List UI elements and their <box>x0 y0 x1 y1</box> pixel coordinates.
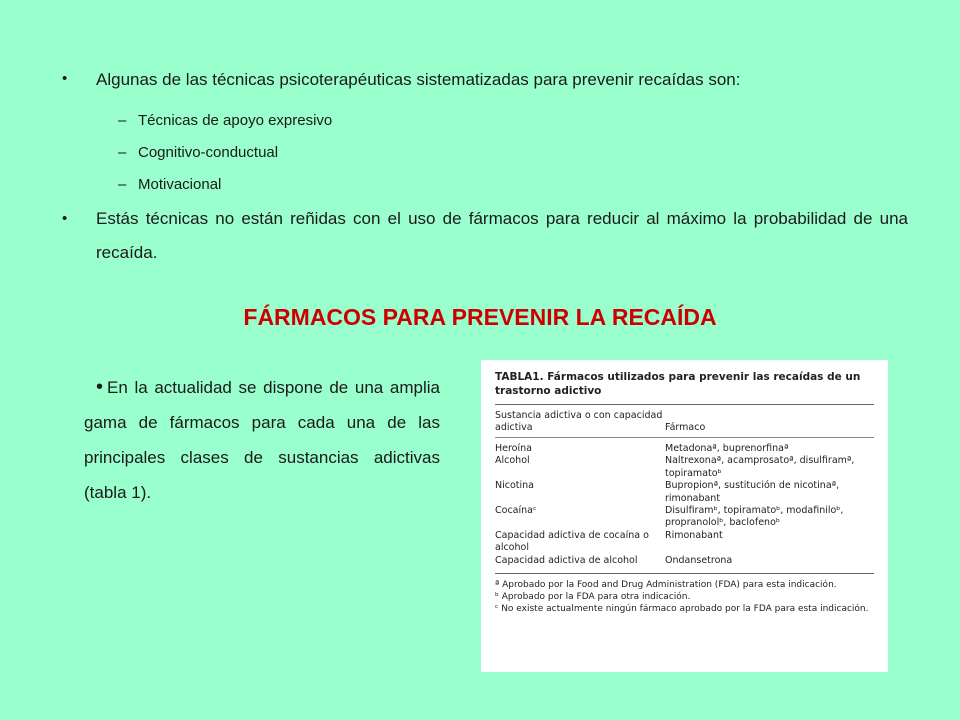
table-note: ᵇ Aprobado por la FDA para otra indicación. <box>495 592 691 603</box>
cell-sustancia: Capacidad adictiva de cocaína o alcohol <box>495 529 649 554</box>
cell-sustancia: Cocaínaᶜ <box>495 505 537 517</box>
table-note: ª Aprobado por la Food and Drug Administration (FDA) para esta indicación. <box>495 580 837 591</box>
sub-item <box>118 168 818 200</box>
table-row <box>495 480 874 505</box>
table-note: ᶜ No existe actualmente ningún fármaco aprobado por la FDA para esta indicación. <box>495 604 869 615</box>
cell-farmaco: Rimonabant <box>665 529 723 541</box>
cell-farmaco: Disulfiramᵇ, topiramatoᵇ, modafiniloᵇ, propranololᵇ, baclofenoᵇ <box>665 505 844 529</box>
cell-farmaco: Naltrexonaª, acamprosatoª, disulfiramª, topiramatoᵇ <box>665 455 855 479</box>
drug-table <box>481 360 888 672</box>
bullet-marker: • <box>62 210 68 227</box>
header-farmaco: Fármaco <box>665 422 706 433</box>
cell-sustancia: Capacidad adictiva de alcohol <box>495 554 638 566</box>
table-row <box>495 555 874 567</box>
table-title: TABLA1. Fármacos utilizados para prevenir las recaídas de un trastorno adictivo <box>495 371 861 397</box>
dash-marker: – <box>118 143 127 161</box>
bullet-drugs-text: Estás técnicas no están reñidas con el uso de fármacos para reducir al máximo la probabilidad de una recaída. <box>96 209 908 262</box>
divider <box>495 404 874 405</box>
dash-marker: – <box>118 111 127 129</box>
table-row <box>495 530 874 555</box>
bullet-marker: • <box>96 376 104 398</box>
divider <box>495 437 874 438</box>
dash-marker: – <box>118 175 127 193</box>
bullet-techniques <box>62 70 912 90</box>
cell-farmaco: Ondansetrona <box>665 554 733 566</box>
table-row <box>495 455 874 480</box>
cell-farmaco: Bupropionª, sustitución de nicotinaª, rimonabant <box>665 480 840 504</box>
header-sustancia: Sustancia adictiva o con capacidad adictiva <box>495 410 663 433</box>
sub-item <box>118 136 818 168</box>
sub-item-text: Técnicas de apoyo expresivo <box>138 111 333 129</box>
paragraph-text: En la actualidad se dispone de una amplia gama de fármacos para cada una de las principales clases de sustancias adictivas (tabla 1). <box>84 378 440 502</box>
table-header <box>495 410 874 434</box>
sub-item <box>118 104 818 136</box>
cell-sustancia: Nicotina <box>495 480 534 492</box>
cell-sustancia: Alcohol <box>495 455 530 467</box>
sub-item-text: Cognitivo-conductual <box>138 143 279 161</box>
divider <box>495 573 874 574</box>
sub-list <box>118 104 818 200</box>
section-heading: FÁRMACOS PARA PREVENIR LA RECAÍDA <box>243 304 717 330</box>
bullet-techniques-text: Algunas de las técnicas psicoterapéuticas sistematizadas para prevenir recaídas son: <box>96 70 741 89</box>
table-row <box>495 443 874 455</box>
cell-sustancia: Heroína <box>495 443 532 454</box>
cell-farmaco: Metadonaª, buprenorfinaª <box>665 443 789 454</box>
sub-item-text: Motivacional <box>138 175 222 193</box>
paragraph <box>84 370 440 510</box>
bullet-marker: • <box>62 70 68 87</box>
table-row <box>495 505 874 530</box>
bullet-drugs <box>62 202 912 270</box>
